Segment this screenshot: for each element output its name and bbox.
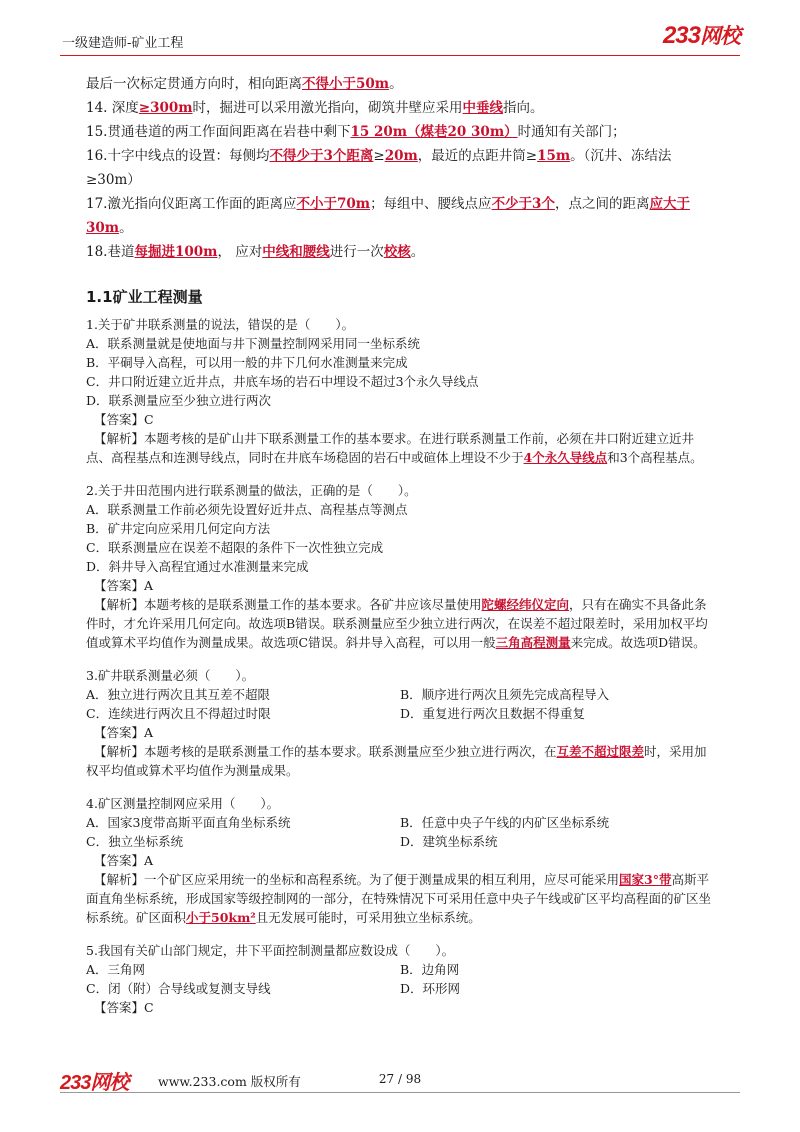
- option: C．井口附近建立近井点，井底车场的岩石中埋设不超过3个永久导线点: [86, 374, 479, 389]
- text-run: 【解析】本题考核的是矿山井下联系测量工作的基本要求。在进行联系测量工作前，必须在井口附近建立近井点、高程基点和连测导线点，同时在井底车场稳固的岩石中或碹体上埋设不少于: [86, 431, 695, 465]
- text-run: ，只有在确实不具备此条件时，才允许采用几何定向。故选项B错误。联系测量应至少独立进行两次，在误差不超过限差时，采用加权平均值或算术平均值作为测量成果。故选项C错误。斜井导入高程，可以用一般: [86, 597, 708, 650]
- text-run: 指向。: [503, 100, 544, 116]
- question-block: [86, 941, 714, 1017]
- question-stem: 4.矿区测量控制网应采用（ ）。: [86, 796, 280, 811]
- question-stem: 3.矿井联系测量必须（ ）。: [86, 668, 255, 683]
- text-run: 时，采用加权平均值或算术平均值作为测量成果。: [86, 744, 707, 778]
- key-term: ≥300m: [138, 100, 193, 116]
- text-run: 。: [389, 76, 403, 92]
- analysis: [86, 742, 714, 780]
- key-term: 每掘进100m: [134, 244, 218, 260]
- option-row: [86, 960, 714, 979]
- text-run: 17.激光指向仪距离工作面的距离应: [86, 196, 297, 212]
- note-line: [86, 144, 714, 192]
- note-line: [86, 96, 714, 120]
- option: C．独立坐标系统: [86, 834, 184, 849]
- answer: 【答案】A: [94, 725, 154, 740]
- question-list: [86, 315, 714, 1017]
- key-term: 4个永久导线点: [523, 450, 608, 465]
- key-term: 20m: [384, 148, 418, 164]
- question-block: [86, 481, 714, 652]
- text-run: 。: [119, 220, 133, 236]
- text-run: 和3个高程基点。: [607, 450, 703, 465]
- text-run: ，点之间的距离: [554, 196, 650, 212]
- text-run: 【解析】本题考核的是联系测量工作的基本要求。联系测量应至少独立进行两次，在: [94, 744, 557, 759]
- header-divider: [60, 55, 740, 56]
- option-row: [86, 704, 714, 723]
- option: A．独立进行两次且其互差不超限: [86, 687, 271, 702]
- option: B．任意中央子午线的内矿区坐标系统: [400, 815, 610, 830]
- brand-logo: [663, 20, 740, 50]
- option-row: [86, 832, 714, 851]
- text-run: ≥: [373, 148, 385, 164]
- question-block: [86, 315, 714, 467]
- question-block: [86, 666, 714, 780]
- text-run: 15.贯通巷道的两工作面间距离在岩巷中剩下: [86, 124, 351, 140]
- document-body: [86, 72, 714, 1017]
- logo-number: 233: [662, 22, 700, 49]
- option-row: [86, 979, 714, 998]
- section-title: 1.1矿业工程测量: [86, 288, 203, 306]
- key-term: 国家3°带: [619, 872, 672, 887]
- option: D．斜井导入高程宜通过水准测量来完成: [86, 559, 309, 574]
- footer-divider: [60, 1092, 740, 1093]
- text-run: 。: [410, 244, 425, 260]
- key-term: 15 20m（煤巷20 30m）: [350, 124, 518, 140]
- text-run: 16.十字中线点的设置：每侧均: [86, 148, 270, 164]
- note-line: [86, 72, 714, 96]
- text-run: ；每组中、腰线点应: [370, 196, 492, 212]
- question-stem: 2.关于井田范围内进行联系测量的做法，正确的是（ ）。: [86, 483, 417, 498]
- answer: 【答案】A: [94, 578, 154, 593]
- text-run: ， 应对: [217, 244, 263, 260]
- key-term: 不少于3个: [491, 196, 555, 212]
- option: C．闭（附）合导线或复测支导线: [86, 981, 271, 996]
- option: C．连续进行两次且不得超过时限: [86, 706, 271, 721]
- notes-list: [86, 72, 714, 264]
- text-run: 时通知有关部门；: [517, 124, 626, 140]
- footer-logo: 233网校: [60, 1072, 129, 1094]
- text-run: 且无发展可能时，可采用独立坐标系统。: [255, 910, 481, 925]
- key-term: 陀螺经纬仪定向: [481, 597, 570, 612]
- text-run: 来完成。故选项D错误。: [570, 635, 706, 650]
- answer: 【答案】C: [94, 412, 154, 427]
- option: A．三角网: [86, 962, 146, 977]
- option: D．联系测量应至少独立进行两次: [86, 393, 272, 408]
- option: C．联系测量应在误差不超限的条件下一次性独立完成: [86, 540, 384, 555]
- option: A．联系测量就是使地面与井下测量控制网采用同一坐标系统: [86, 336, 421, 351]
- text-run: 。（沉井、冻结法≥30m）: [86, 148, 672, 188]
- key-term: 不得小于50m: [302, 76, 390, 92]
- answer: 【答案】C: [94, 1000, 154, 1015]
- option: B．边角网: [400, 962, 460, 977]
- key-term: 不小于70m: [296, 196, 371, 212]
- analysis: [86, 429, 714, 467]
- key-term: 三角高程测量: [495, 635, 571, 650]
- key-term: 中垂线: [462, 100, 504, 116]
- answer: 【答案】A: [94, 853, 154, 868]
- option: B．矿井定向应采用几何定向方法: [86, 521, 271, 536]
- key-term: 不得少于3个距离: [269, 148, 374, 164]
- text-run: 【解析】本题考核的是联系测量工作的基本要求。各矿井应该尽量使用: [94, 597, 482, 612]
- option: A．联系测量工作前必须先设置好近井点、高程基点等测点: [86, 502, 408, 517]
- key-term: 互差不超过限差: [556, 744, 645, 759]
- text-run: 最后一次标定贯通方向时，相向距离: [86, 76, 302, 92]
- key-term: 校核: [383, 244, 411, 260]
- question-block: [86, 794, 714, 927]
- text-run: ，最近的点距井筒≥: [417, 148, 538, 164]
- option: D．重复进行两次且数据不得重复: [400, 706, 586, 721]
- key-term: 中线和腰线: [262, 244, 330, 260]
- key-term: 15m: [537, 148, 571, 164]
- logo-text: 网校: [700, 25, 740, 48]
- header-title: 一级建造师-矿业工程: [62, 36, 184, 51]
- option: B．顺序进行两次且须先完成高程导入: [400, 687, 610, 702]
- question-stem: 5.我国有关矿山部门规定，井下平面控制测量都应数设成（ ）。: [86, 943, 455, 958]
- option: B．平硐导入高程，可以用一般的井下几何水准测量来完成: [86, 355, 408, 370]
- text-run: 高斯平面直角坐标系统，形成国家等级控制网的一部分，在特殊情况下可采用任意中央子午线或矿区平均高程面的矿区坐标系统。矿区面积: [86, 872, 712, 925]
- option: D．环形网: [400, 981, 461, 996]
- key-term: 应大于30m: [86, 196, 690, 236]
- option: A．国家3度带高斯平面直角坐标系统: [86, 815, 291, 830]
- question-stem: 1.关于矿井联系测量的说法，错误的是（ ）。: [86, 317, 355, 332]
- text-run: 18.巷道: [86, 244, 135, 260]
- note-line: [86, 120, 714, 144]
- page-number: 27 / 98: [378, 1072, 422, 1086]
- text-run: 【解析】一个矿区应采用统一的坐标和高程系统。为了便于测量成果的相互利用，应尽可能采用: [94, 872, 620, 887]
- option-row: [86, 685, 714, 704]
- note-line: [86, 192, 714, 240]
- text-run: 时，掘进可以采用激光指向，砌筑井壁应采用: [192, 100, 463, 116]
- option: D．建筑坐标系统: [400, 834, 498, 849]
- analysis: [86, 870, 714, 927]
- footer-site: www.233.com 版权所有: [158, 1074, 301, 1089]
- note-line: [86, 240, 714, 264]
- key-term: 小于50km²: [186, 910, 256, 925]
- analysis: [86, 595, 714, 652]
- text-run: 进行一次: [329, 244, 384, 260]
- text-run: 14. 深度: [86, 100, 139, 116]
- option-row: [86, 813, 714, 832]
